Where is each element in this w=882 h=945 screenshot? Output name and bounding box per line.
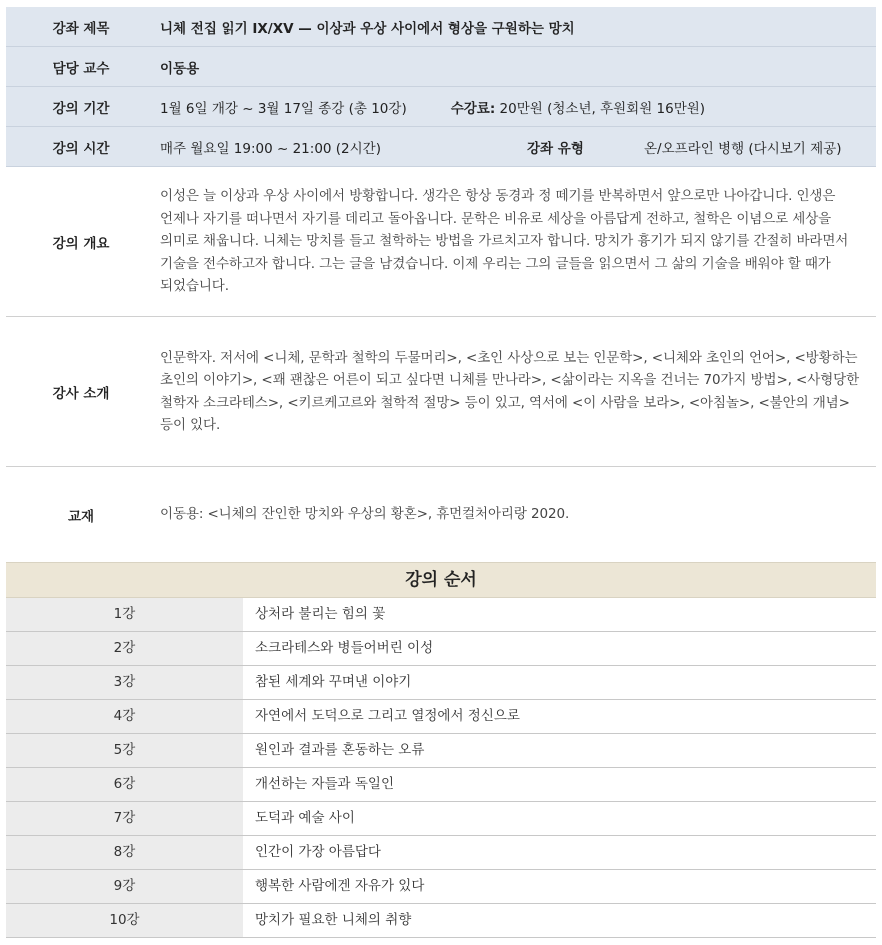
lecture-number: 3강 <box>6 666 243 699</box>
instructor-row <box>6 317 876 467</box>
lecture-number: 7강 <box>6 802 243 835</box>
time-value <box>156 137 872 157</box>
overview-text: 이성은 늘 이상과 우상 사이에서 방황합니다. 생각은 항상 동경과 정 떼기를 반복하면서 앞으로만 나아갑니다. 인생은 언제나 자기를 떠나면서 자기를 데리고 돌아옵니다. 문학은 비유로 세상을 아름답게 전하고, 철학은 이념으로 세상을 의미로 채웁니다. 니체는 망치를 들고 철학하는 방법을 가르치고자 합니다. 망치가 흉기가 되지 않기를 간절히 바라면서 기술을 전수하고자 합니다. 그는 글을 남겼습니다. 이제 우리는 그의 글들을 읽으면서 그 삶의 기술을 배워야 할 때가 되었습니다. <box>160 188 849 295</box>
textbook-text: 이동용: <니체의 잔인한 망치와 우상의 황혼>, 휴먼컬처아리랑 2020. <box>160 506 570 523</box>
lecture-title: 소크라테스와 병들어버린 이성 <box>255 640 434 656</box>
overview-label: 강의 개요 <box>52 235 110 252</box>
period-row <box>6 87 876 127</box>
lecture-order-rows <box>6 598 876 938</box>
time-label: 강의 시간 <box>52 140 110 157</box>
course-info-table <box>6 7 876 167</box>
lecture-number: 8강 <box>6 836 243 869</box>
lecture-order-heading: 강의 순서 <box>6 562 876 598</box>
lecture-title: 개선하는 자들과 독일인 <box>255 776 394 792</box>
instructor-text: 인문학자. 저서에 <니체, 문학과 철학의 두물머리>, <초인 사상으로 보는 인문학>, <니체와 초인의 언어>, <방황하는 초인의 이야기>, <꽤 괜찮은 어른이 되고 싶다면 니체를 만나라>, <삶이라는 지옥을 건너는 70가지 방법>, <사형당한 철학자 소크라테스>, <키르케고르와 철학적 절망> 등이 있고, 역서에 <이 사람을 보라>, <아침놀>, <불안의 개념> 등이 있다. <box>160 349 860 433</box>
lecture-order-table <box>6 562 876 938</box>
lecture-row <box>6 700 876 734</box>
lecture-row <box>6 598 876 632</box>
professor-row <box>6 47 876 87</box>
lecture-title: 인간이 가장 아름답다 <box>255 844 381 860</box>
fee-value: 20만원 (청소년, 후원회원 16만원) <box>499 100 706 117</box>
lecture-number: 2강 <box>6 632 243 665</box>
overview-row <box>6 167 876 317</box>
lecture-row <box>6 836 876 870</box>
lecture-title: 참된 세계와 꾸며낸 이야기 <box>255 674 412 690</box>
lecture-number: 5강 <box>6 734 243 767</box>
lecture-number: 1강 <box>6 598 243 631</box>
lecture-title: 도덕과 예술 사이 <box>255 810 355 826</box>
lecture-title: 상처라 불리는 힘의 꽃 <box>255 606 386 622</box>
type-value: 온/오프라인 병행 (다시보기 제공) <box>644 140 842 157</box>
title-label: 강좌 제목 <box>52 21 110 37</box>
lecture-number: 10강 <box>6 904 243 937</box>
time-row <box>6 127 876 167</box>
time-text: 매주 월요일 19:00 ~ 21:00 (2시간) <box>160 140 381 157</box>
lecture-row <box>6 904 876 938</box>
course-page <box>6 7 876 938</box>
professor-name: 이동용 <box>160 60 200 77</box>
lecture-row <box>6 666 876 700</box>
period-text: 1월 6일 개강 ~ 3월 17일 종강 (총 10강) <box>160 100 407 117</box>
lecture-row <box>6 870 876 904</box>
textbook-row <box>6 467 876 562</box>
lecture-row <box>6 768 876 802</box>
lecture-number: 4강 <box>6 700 243 733</box>
lecture-title: 행복한 사람에겐 자유가 있다 <box>255 878 425 894</box>
instructor-label: 강사 소개 <box>52 385 110 402</box>
lecture-title: 망치가 필요한 니체의 취향 <box>255 912 412 928</box>
lecture-row <box>6 734 876 768</box>
professor-label: 담당 교수 <box>52 60 110 77</box>
type-label: 강좌 유형 <box>527 140 584 157</box>
lecture-title: 자연에서 도덕으로 그리고 열정에서 정신으로 <box>255 708 520 724</box>
period-value <box>156 97 705 117</box>
lecture-title: 원인과 결과를 혼동하는 오류 <box>255 742 425 758</box>
lecture-row <box>6 802 876 836</box>
lecture-row <box>6 632 876 666</box>
course-title: 니체 전집 읽기 IX/XV — 이상과 우상 사이에서 형상을 구원하는 망치 <box>160 21 575 37</box>
textbook-label: 교재 <box>67 508 95 525</box>
period-label: 강의 기간 <box>52 100 110 117</box>
lecture-number: 9강 <box>6 870 243 903</box>
lecture-number: 6강 <box>6 768 243 801</box>
fee-label: 수강료: <box>450 100 496 117</box>
title-row <box>6 7 876 47</box>
